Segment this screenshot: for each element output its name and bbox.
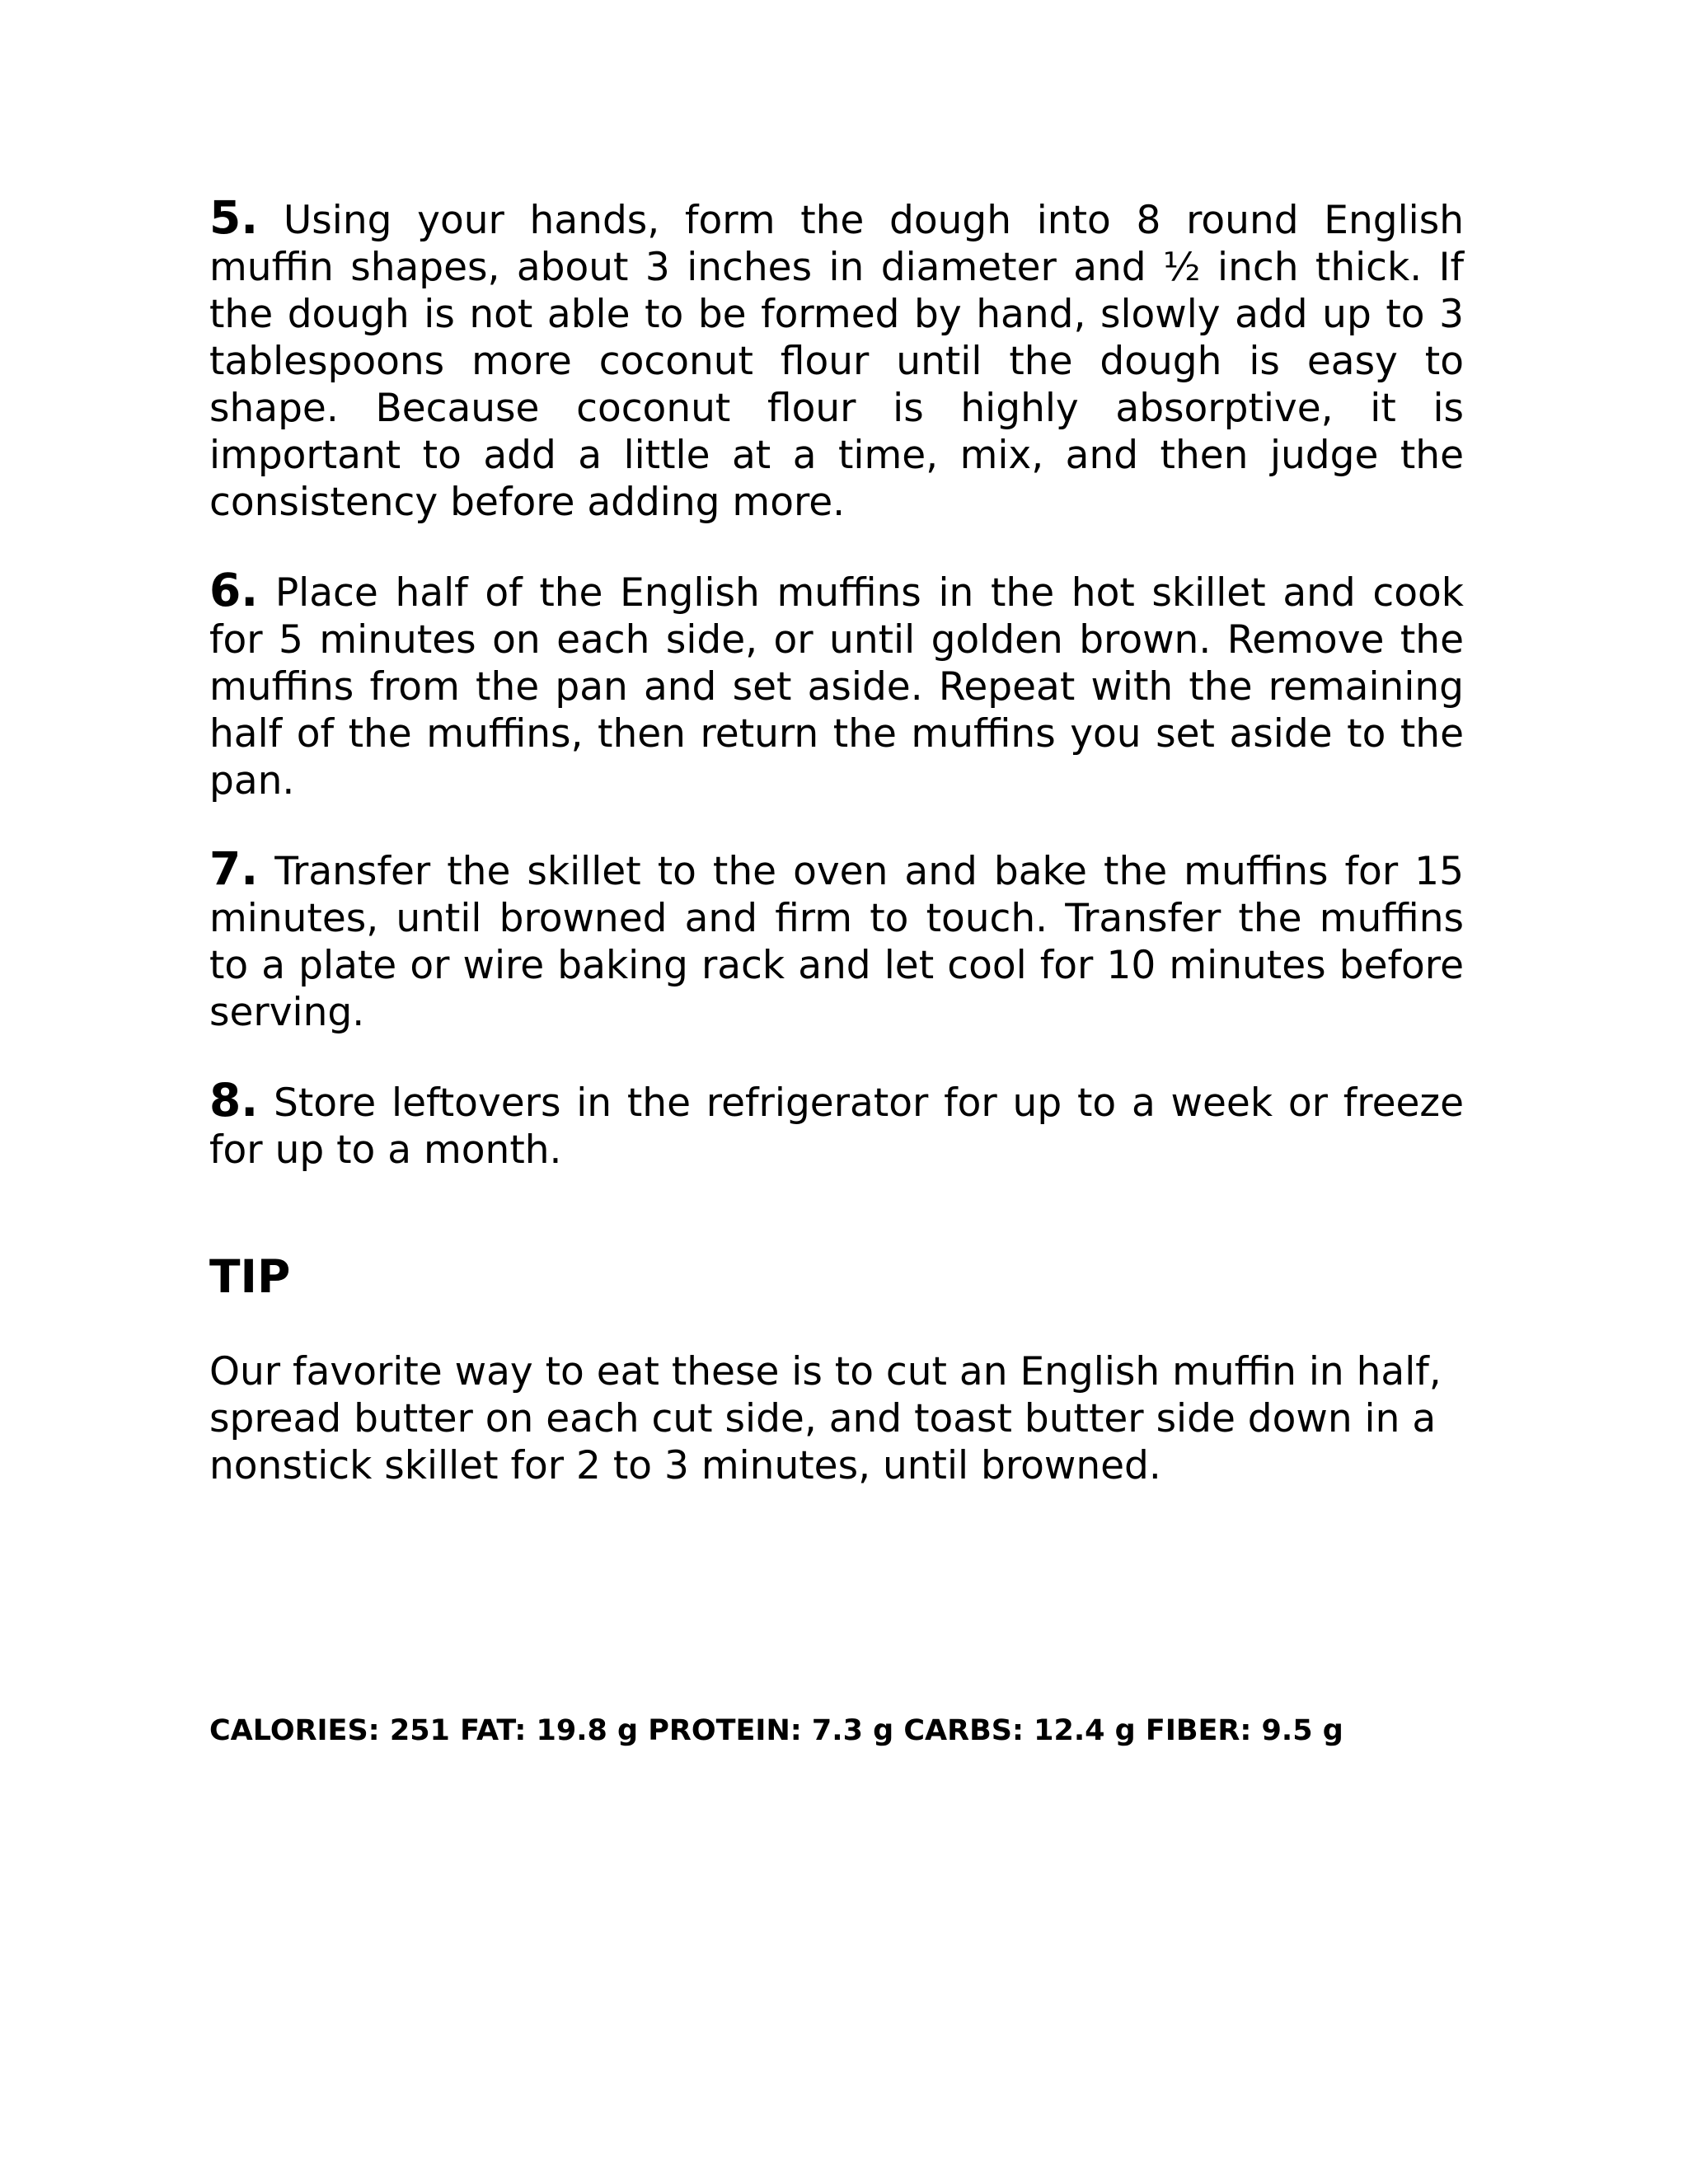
step-text: Place half of the English muffins in the hot skillet and cook for 5 minutes on each side, or until golden brown. Remove the muffins from the pan and set aside. Repeat with the remaining half of the muffins, then return the muffins you set aside to the pan. <box>209 570 1464 804</box>
recipe-page <box>209 191 1464 1489</box>
step-number: 6. <box>209 564 259 616</box>
tip-heading: TIP <box>209 1250 291 1303</box>
step-8 <box>209 1074 1464 1174</box>
step-text: Store leftovers in the refrigerator for up to a week or freeze for up to a month. <box>209 1080 1464 1173</box>
nutrition-facts: CALORIES: 251 FAT: 19.8 g PROTEIN: 7.3 g CARBS: 12.4 g FIBER: 9.5 g <box>209 1714 1343 1747</box>
step-5 <box>209 191 1464 526</box>
step-text: Transfer the skillet to the oven and bake the muffins for 15 minutes, until browned and firm to touch. Transfer the muffins to a plate or wire baking rack and let cool for 10 minutes before serving. <box>209 849 1464 1035</box>
step-number: 8. <box>209 1074 259 1127</box>
step-number: 7. <box>209 842 259 895</box>
step-7 <box>209 842 1464 1036</box>
step-number: 5. <box>209 191 259 244</box>
step-6 <box>209 564 1464 804</box>
tip-text: Our favorite way to eat these is to cut an English muffin in half, spread butter on each cut side, and toast butter side down in a nonstick skillet for 2 to 3 minutes, until browned. <box>209 1349 1442 1488</box>
step-text: Using your hands, form the dough into 8 round English muffin shapes, about 3 inches in diameter and ½ inch thick. If the dough is not able to be formed by hand, slowly add up to 3 tablespoons more coconut flour until the dough is easy to shape. Because coconut flour is highly absorptive, it is important to add a little at a time, mix, and then judge the consistency before adding more. <box>209 198 1464 525</box>
